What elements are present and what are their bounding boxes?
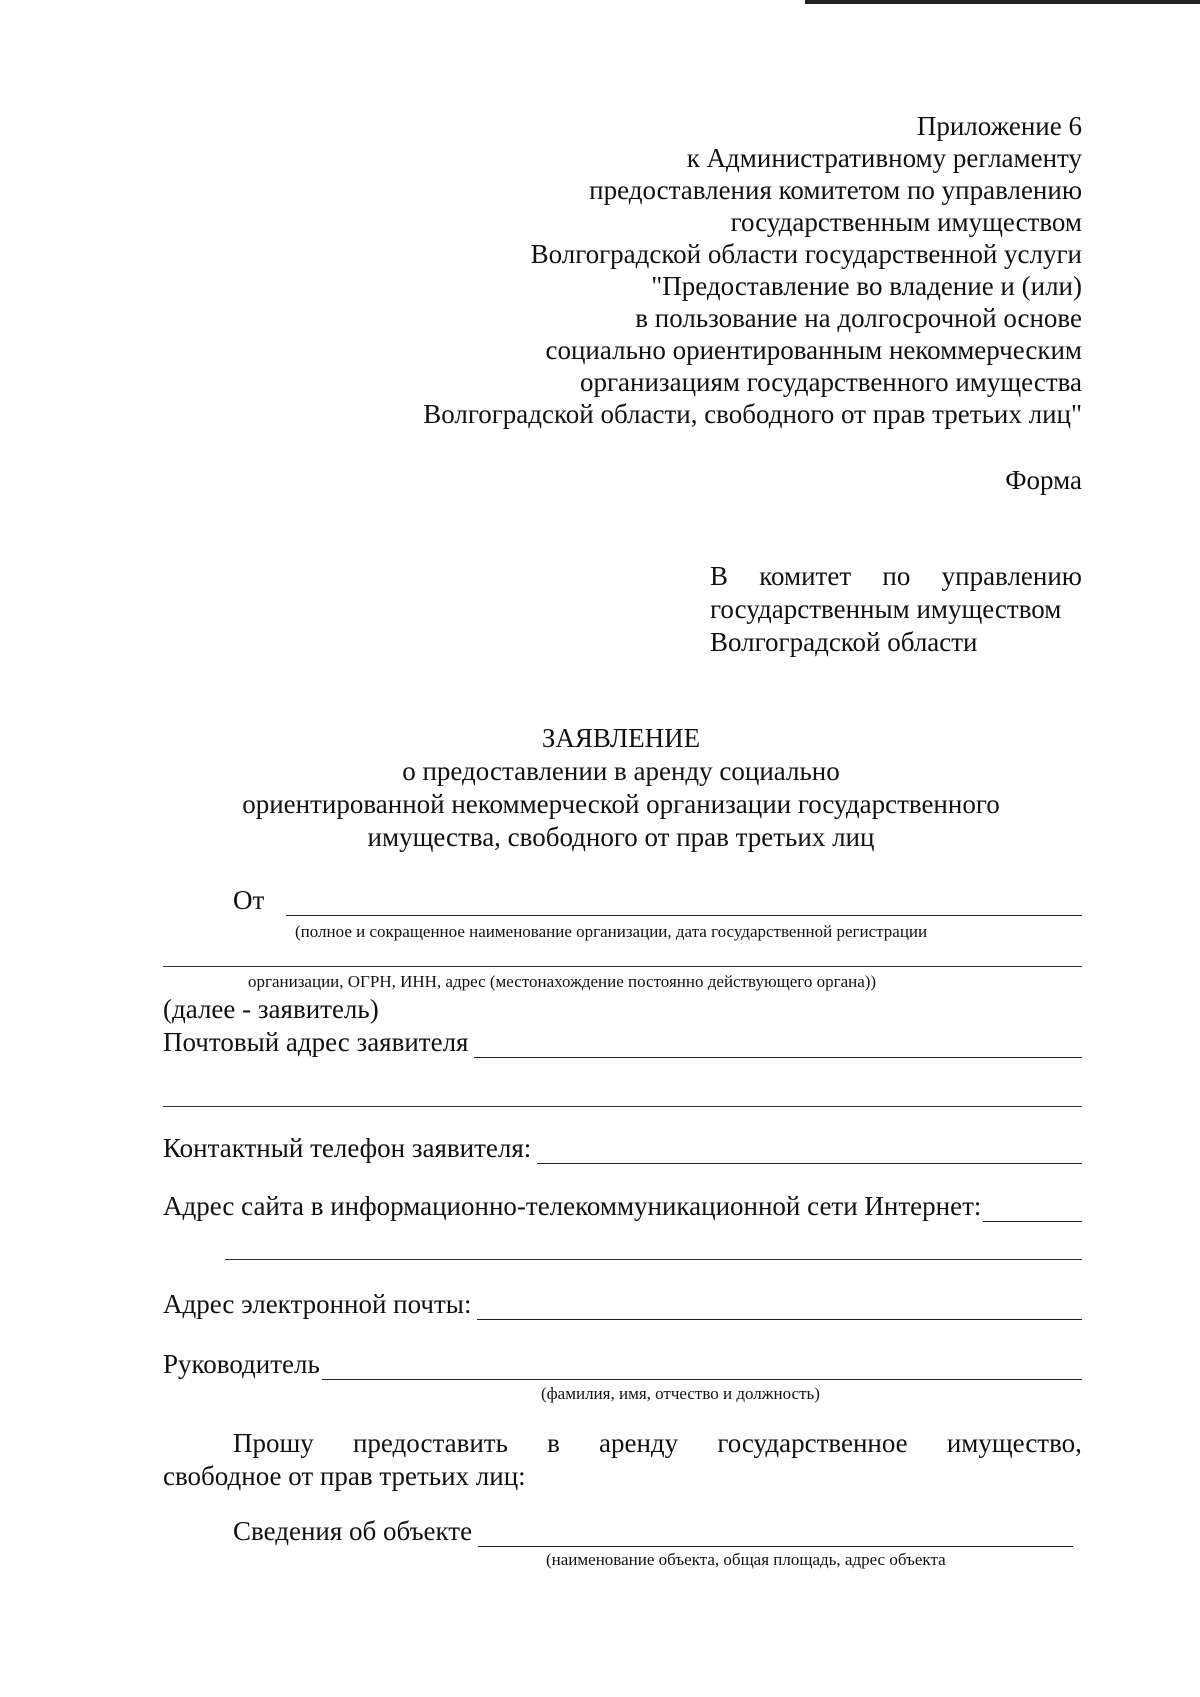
- applicant-note: (далее - заявитель): [163, 994, 379, 1024]
- phone-label: Контактный телефон заявителя:: [163, 1133, 532, 1163]
- header-line: социально ориентированным некоммерческим: [545, 335, 1082, 365]
- document-title: [160, 722, 1082, 854]
- postal-address-field[interactable]: [163, 1026, 1082, 1058]
- website-continuation-line[interactable]: [225, 1243, 1082, 1260]
- request-word: Прошу: [233, 1428, 314, 1458]
- title-subline: о предоставлении в аренду социально: [402, 756, 840, 786]
- header-line: в пользование на долгосрочной основе: [635, 303, 1082, 333]
- head-hint: (фамилия, имя, отчество и должность): [541, 1384, 820, 1403]
- header-line: Приложение 6: [916, 111, 1082, 141]
- header-line: организациям государственного имущества: [579, 367, 1082, 397]
- header-line: предоставления комитетом по управлению: [589, 175, 1082, 205]
- object-field[interactable]: [233, 1515, 1073, 1547]
- request-word: в: [547, 1428, 560, 1458]
- addressee-block: [710, 560, 1082, 659]
- postal-address-input-line[interactable]: [474, 1033, 1082, 1058]
- website-label: Адрес сайта в информационно-телекоммуникационной сети Интернет:: [163, 1191, 982, 1221]
- from-label: От: [233, 885, 265, 915]
- object-input-line[interactable]: [478, 1522, 1073, 1547]
- email-input-line[interactable]: [477, 1295, 1082, 1320]
- object-label: Сведения об объекте: [233, 1516, 473, 1546]
- request-word: аренду: [599, 1428, 679, 1458]
- appendix-header: [282, 110, 1082, 430]
- scan-edge-mark: [805, 0, 1200, 4]
- request-word: имущество,: [946, 1428, 1082, 1458]
- addressee-word: В: [710, 561, 729, 591]
- object-hint: (наименование объекта, общая площадь, адрес объекта: [546, 1550, 946, 1569]
- addressee-line-1: [710, 560, 1082, 593]
- phone-field[interactable]: [163, 1132, 1082, 1164]
- addressee-word: по: [882, 561, 911, 591]
- from-field[interactable]: [233, 884, 1082, 916]
- request-line-2: свободное от прав третьих лиц:: [163, 1461, 526, 1491]
- head-input-line[interactable]: [322, 1355, 1082, 1380]
- title-subline: имущества, свободного от прав третьих лиц: [367, 822, 875, 852]
- from-hint-2: организации, ОГРН, ИНН, адрес (местонахождение постоянно действующего органа)): [248, 972, 877, 991]
- website-input-line[interactable]: [983, 1197, 1082, 1222]
- header-line: "Предоставление во владение и (или): [651, 271, 1082, 301]
- postal-address-continuation-line[interactable]: [163, 1090, 1082, 1107]
- from-hint: (полное и сокращенное наименование организации, дата государственной регистрации: [295, 922, 928, 941]
- header-line: Волгоградской области государственной услуги: [530, 239, 1082, 269]
- request-word: предоставить: [352, 1428, 508, 1458]
- request-paragraph: [163, 1427, 1082, 1493]
- from-input-line[interactable]: [286, 891, 1082, 916]
- form-label: Форма: [1005, 465, 1082, 495]
- head-field[interactable]: [163, 1348, 1082, 1380]
- request-word: государственное: [717, 1428, 908, 1458]
- from-continuation-line[interactable]: [163, 950, 1082, 967]
- request-line-1: [163, 1427, 1082, 1460]
- addressee-word: комитет: [759, 561, 852, 591]
- phone-input-line[interactable]: [537, 1139, 1082, 1164]
- title-subline: ориентированной некоммерческой организации государственного: [242, 789, 1000, 819]
- header-line: Волгоградской области, свободного от прав третьих лиц": [423, 399, 1082, 429]
- email-field[interactable]: [163, 1288, 1082, 1320]
- header-line: к Административному регламенту: [686, 143, 1082, 173]
- website-field[interactable]: [163, 1190, 1082, 1222]
- head-label: Руководитель: [163, 1349, 320, 1379]
- postal-address-label: Почтовый адрес заявителя: [163, 1027, 469, 1057]
- email-label: Адрес электронной почты:: [163, 1289, 472, 1319]
- title-heading: ЗАЯВЛЕНИЕ: [541, 723, 701, 753]
- header-line: государственным имуществом: [730, 207, 1082, 237]
- addressee-line-3: Волгоградской области: [710, 627, 978, 657]
- addressee-line-2: государственным имуществом: [710, 594, 1062, 624]
- addressee-word: управлению: [941, 561, 1082, 591]
